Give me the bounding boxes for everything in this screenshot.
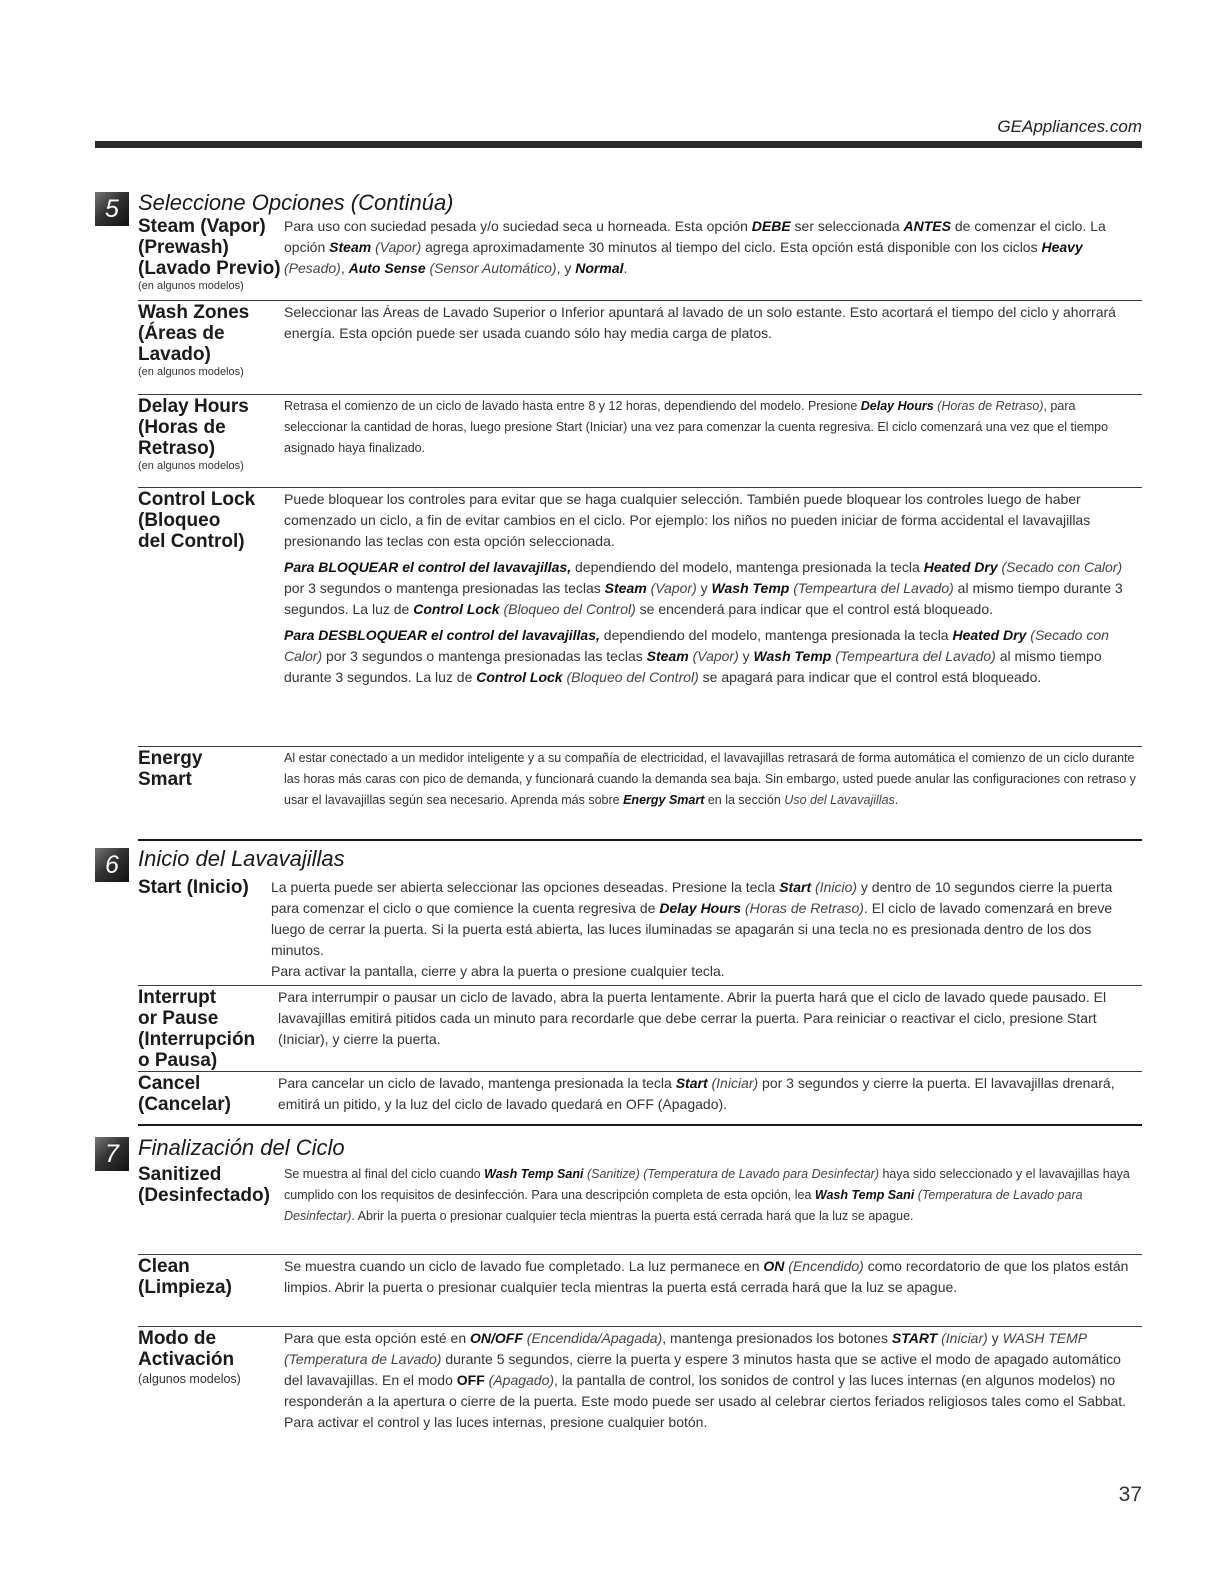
section-6-entries	[138, 876, 1142, 1126]
section-6-badge: 6	[95, 848, 129, 882]
entry-delay-hours-label: Delay Hours (Horas de Retraso) (en algunos modelos)	[138, 396, 249, 472]
entry-start	[138, 876, 1142, 986]
entry-clean-text: Se muestra cuando un ciclo de lavado fue completado. La luz permanece en ON (Encendido) como recordatorio de que los platos están limpios. Abrir la puerta o presionar cualquier tecla mientras la puerta está cerrada hará que la luz se apague.	[284, 1258, 1129, 1295]
section-7-title: Finalización del Ciclo	[138, 1135, 345, 1160]
entry-sanitized-label: Sanitized (Desinfectado)	[138, 1164, 270, 1206]
entry-steam	[138, 215, 1142, 301]
entry-cancel-label: Cancel (Cancelar)	[138, 1073, 231, 1115]
header-rule	[95, 141, 1142, 148]
section-5-title: Seleccione Opciones (Continúa)	[138, 190, 454, 215]
entry-wash-zones	[138, 301, 1142, 395]
entry-clean-label: Clean (Limpieza)	[138, 1256, 232, 1298]
site-url: GEAppliances.com	[997, 117, 1142, 136]
section-5-badge: 5	[95, 192, 129, 226]
entry-energy-smart	[138, 747, 1142, 841]
entry-delay-hours-text: Retrasa el comienzo de un ciclo de lavado hasta entre 8 y 12 horas, dependiendo del modelo. Presione Delay Hours (Horas de Retraso), para seleccionar la cantidad de horas, luego presione Start (Iniciar) una vez para comenzar la cuenta regresiva. El ciclo comenzará una vez que el tiempo asignado haya finalizado.	[284, 399, 1109, 455]
entry-modo-label: Modo de Activación (algunos modelos)	[138, 1328, 241, 1386]
entry-control-lock-label: Control Lock (Bloqueo del Control)	[138, 489, 256, 552]
section-6-title: Inicio del Lavavajillas	[138, 846, 345, 871]
entry-energy-smart-label: Energy Smart	[138, 748, 203, 790]
entry-steam-text: Para uso con suciedad pesada y/o suciedad seca u horneada. Esta opción DEBE ser seleccionada ANTES de comenzar el ciclo. La opción Steam (Vapor) agrega aproximadamente 30 minutos al tiempo del ciclo. Esta opción está disponible con los ciclos Heavy (Pesado), Auto Sense (Sensor Automático), y Normal.	[284, 218, 1106, 276]
entry-sanitized-text: Se muestra al final del ciclo cuando Wash Temp Sani (Sanitize) (Temperatura de Lavado para Desinfectar) haya sido seleccionado y el lavavajillas haya cumplido con los requisitos de desinfección. Para una descripción completa de esta opción, lea Wash Temp Sani (Temperatura de Lavado para Desinfectar). Abrir la puerta o presionar cualquier tecla mientras la puerta está cerrada hará que la luz se apague.	[284, 1167, 1130, 1223]
entry-interrupt-label: Interrupt or Pause (Interrupción o Pausa)	[138, 987, 256, 1071]
entry-energy-smart-text: Al estar conectado a un medidor inteligente y a su compañía de electricidad, el lavavajillas retrasará de forma automática el comienzo de un ciclo durante las horas más caras con pico de demanda, y funcionará cuando la demanda sea baja. Sin embargo, usted puede anular las configuraciones con retraso y usar el lavavajillas según sea necesario. Aprenda más sobre Energy Smart en la sección Uso del Lavavajillas.	[284, 751, 1136, 807]
entry-start-label: Start (Inicio)	[138, 877, 249, 898]
section-7-badge: 7	[95, 1137, 129, 1171]
entry-sanitized	[138, 1163, 1142, 1255]
entry-wash-zones-label: Wash Zones (Áreas de Lavado) (en algunos modelos)	[138, 302, 250, 378]
entry-steam-label: Steam (Vapor) (Prewash) (Lavado Previo) (en algunos modelos)	[138, 216, 281, 292]
entry-control-lock-text: Puede bloquear los controles para evitar que se haga cualquier selección. También puede bloquear los controles luego de haber comenzado un ciclo, a fin de evitar cambios en el ciclo. Por ejemplo: los niños no pueden iniciar de forma accidental el lavavajillas presionando las teclas con esta opción seleccionada. Para BLOQUEAR el control del lavavajillas, dependiendo del modelo, mantenga presionada la tecla Heated Dry (Secado con Calor) por 3 segundos o mantenga presionadas las teclas Steam (Vapor) y Wash Temp (Tempeartura del Lavado) al mismo tiempo durante 3 segundos. La luz de Control Lock (Bloqueo del Control) se encenderá para indicar que el control está bloqueado. Para DESBLOQUEAR el control del lavavajillas, dependiendo del modelo, mantenga presionada la tecla Heated Dry (Secado con Calor) por 3 segundos o mantenga presionadas las teclas Steam (Vapor) y Wash Temp (Tempeartura del Lavado) al mismo tiempo durante 3 segundos. La luz de Control Lock (Bloqueo del Control) se apagará para indicar que el control está bloqueado.	[284, 491, 1123, 685]
entry-delay-hours	[138, 395, 1142, 488]
entry-control-lock	[138, 488, 1142, 747]
section-7-entries	[138, 1163, 1142, 1462]
entry-clean	[138, 1255, 1142, 1327]
entry-start-text: La puerta puede ser abierta seleccionar las opciones deseadas. Presione la tecla Start (Inicio) y dentro de 10 segundos cierre la puerta para comenzar el ciclo o que comience la cuenta regresiva de Delay Hours (Horas de Retraso). El ciclo de lavado comenzará en breve luego de cerrar la puerta. Si la puerta está abierta, las luces iluminadas se apagarán si una tecla no es presionada dentro de los dos minutos. Para activar la pantalla, cierre y abra la puerta o presione cualquier tecla.	[271, 879, 1113, 979]
entry-wash-zones-text: Seleccionar las Áreas de Lavado Superior o Inferior apuntará al lavado de un solo estante. Esto acortará el tiempo del ciclo y ahorrará energía. Esta opción puede ser usada cuando sólo hay media carga de platos.	[284, 304, 1116, 341]
entry-interrupt	[138, 986, 1142, 1072]
entry-modo-text: Para que esta opción esté en ON/OFF (Encendida/Apagada), mantenga presionados los botones START (Iniciar) y WASH TEMP (Temperatura de Lavado) durante 5 segundos, cierre la puerta y espere 3 minutos hasta que se active el modo de apagado automático del lavavajillas. En el modo OFF (Apagado), la pantalla de control, los sonidos de control y las luces internas (en algunos modelos) no responderán a la apertura o cierre de la puerta. Este modo puede ser usado al celebrar ciertos feriados religiosos tales como el Sabbat. Para activar el control y las luces internas, presione cualquier botón.	[284, 1330, 1127, 1430]
entry-interrupt-text: Para interrumpir o pausar un ciclo de lavado, abra la puerta lentamente. Abrir la puerta hará que el ciclo de lavado quede pausado. El lavavajillas emitirá pitidos cada un minuto para recordarle que debe cerrar la puerta. Para reiniciar o reactivar el ciclo, presione Start (Iniciar), y cierre la puerta.	[278, 989, 1107, 1047]
page-number: 37	[1118, 1483, 1142, 1506]
section-5-entries	[138, 215, 1142, 841]
entry-modo	[138, 1327, 1142, 1462]
entry-cancel	[138, 1072, 1142, 1126]
entry-cancel-text: Para cancelar un ciclo de lavado, mantenga presionada la tecla Start (Iniciar) por 3 segundos y cierre la puerta. El lavavajillas drenará, emitirá un pitido, y la luz del ciclo de lavado quedará en OFF (Apagado).	[278, 1075, 1115, 1112]
